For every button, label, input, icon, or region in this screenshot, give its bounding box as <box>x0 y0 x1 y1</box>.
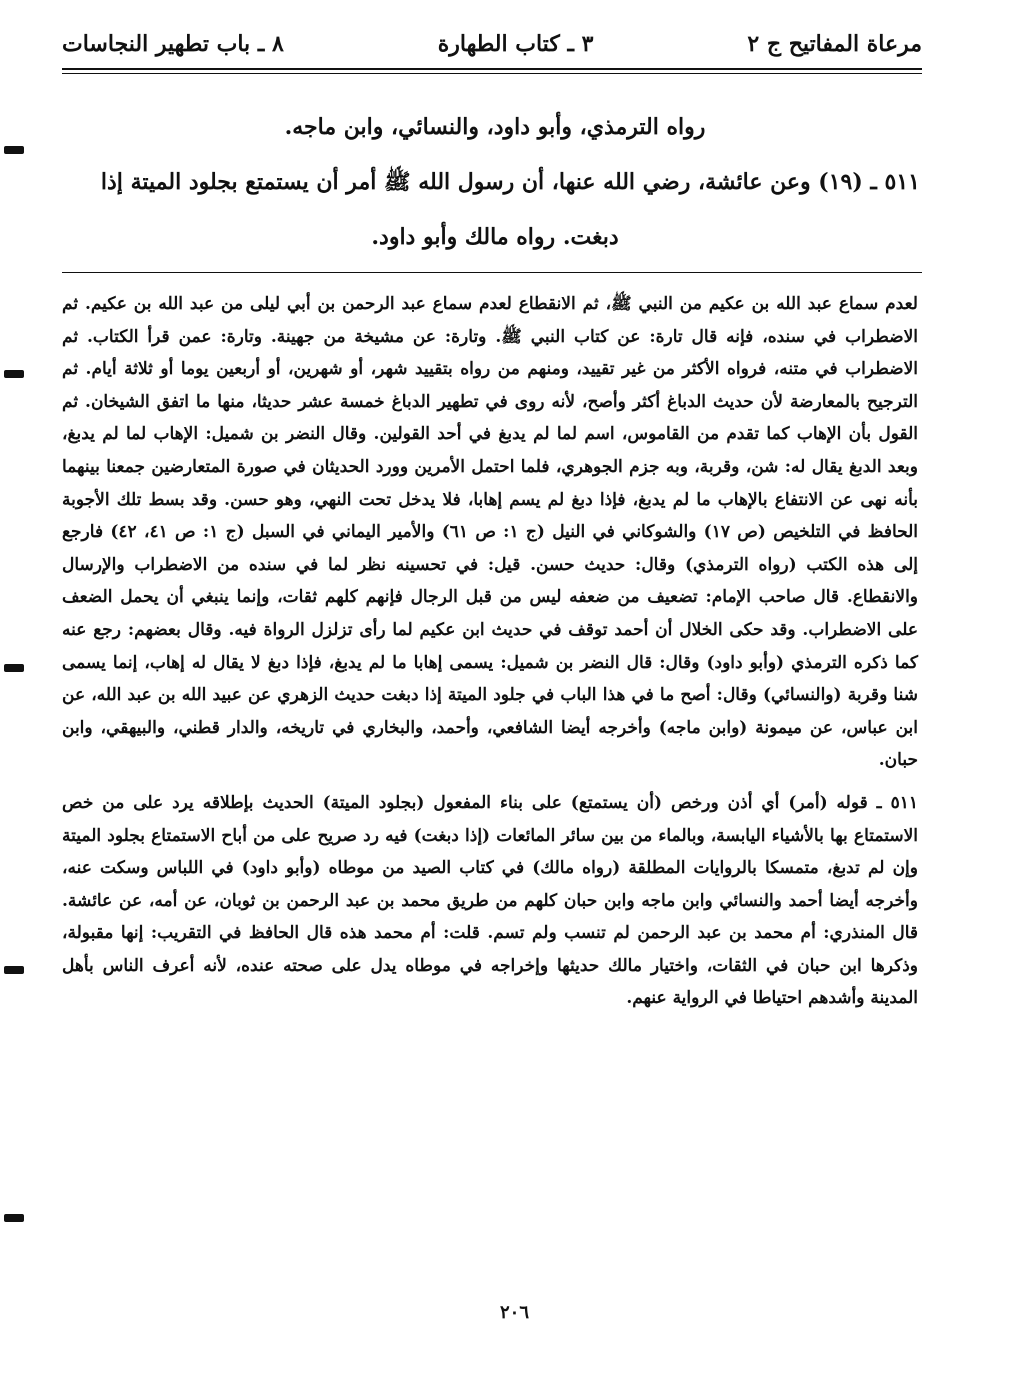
margin-scan-mark <box>4 370 24 378</box>
header-section: ٨ ـ باب تطهير النجاسات <box>62 31 284 57</box>
margin-scan-mark <box>4 146 24 154</box>
footnote-separator <box>62 272 922 273</box>
margin-scan-mark <box>4 966 24 974</box>
hadith-text-line-1: ٥١١ ـ (١٩) وعن عائشة، رضي الله عنها، أن رسول الله ﷺ أمر أن يستمتع بجلود الميتة إذا <box>100 169 920 195</box>
margin-scan-mark <box>4 1214 24 1222</box>
header-book-title: مرعاة المفاتيح ج ٢ <box>747 31 922 57</box>
page-number: ٢٠٦ <box>499 1302 529 1323</box>
header-rule <box>62 68 922 74</box>
commentary-paragraph-2: ٥١١ ـ قوله (أمر) أي أذن ورخص (أن يستمتع) على بناء المفعول (بجلود الميتة) الحديث بإطلاقه يرد على من خص الاستمتاع بها بالأشياء اليابسة، وبالماء من بين سائر المائعات (إذا دبغت) فيه رد صريح على من أباح الاستمتاع بجلود الميتة وإن لم تدبغ، متمسكا بالروايات المطلقة (رواه مالك) في كتاب الصيد من موطاه (وأبو داود) في اللباس وسكت عنه، وأخرجه أيضا أحمد والنسائي وابن ماجه وابن حبان كلهم من طريق محمد بن عبد الرحمن بن ثوبان، عن أمه، عن عائشة. قال المنذري: أم محمد بن عبد الرحمن لم تنسب ولم تسم. قلت: أم محمد هذه قال الحافظ في التقريب: إنها مقبولة، وذكرها ابن حبان في الثقات، واختيار مالك حديثها وإخراجه في موطاه يدل على صحته عنده، لأنه أعرف الناس بأهل المدينة وأشدهم احتياطا في الرواية عنهم. <box>62 792 918 1009</box>
running-header <box>62 24 922 64</box>
previous-hadith-reference: رواه الترمذي، وأبو داود، والنسائي، وابن ماجه. <box>284 114 706 140</box>
margin-scan-mark <box>4 664 24 672</box>
header-chapter: ٣ ـ كتاب الطهارة <box>437 31 594 57</box>
commentary-paragraph-1: لعدم سماع عبد الله بن عكيم من النبي ﷺ، ثم الانقطاع لعدم سماع عبد الرحمن بن أبي ليلى من عبد الله بن عكيم. ثم الاضطراب في سنده، فإنه قال تارة: عن كتاب النبي ﷺ. وتارة: عن مشيخة من جهينة. وتارة: عمن قرأ الكتاب. ثم الاضطراب في متنه، فرواه الأكثر من غير تقييد، ومنهم من رواه بتقييد شهر، أو شهرين، أو أربعين يوما أو ثلاثة أيام. ثم الترجيح بالمعارضة لأن حديث الدباغ أكثر وأصح، لأنه روى في تطهير الدباغ خمسة عشر حديثا، منها ما اتفق الشيخان. ثم القول بأن الإهاب كما تقدم من القاموس، اسم لما لم يدبغ في أحد القولين. وقال النضر بن شميل: الإهاب لما لم يدبغ، وبعد الدبغ يقال له: شن، وقربة، وبه جزم الجوهري، فلما احتمل الأمرين وورد الحديثان في صورة المتعارضين جمعنا بينهما بأنه نهى عن الانتفاع بالإهاب ما لم يدبغ، فإذا دبغ لم يسم إهابا، فلا يدخل تحت النهي، وهو حسن. وقد بسط تلك الأجوبة الحافظ في التلخيص (ص ١٧) والشوكاني في النيل (ج ١: ص ٦١) والأمير اليماني في السبل (ج ١: ص ٤١، ٤٢) فارجع إلى هذه الكتب (رواه الترمذي) وقال: حديث حسن. قيل: في تحسينه نظر لما في سنده من الاضطراب والإرسال والانقطاع. قال صاحب الإمام: تضعيف من ضعفه ليس من قبل الرجال فإنهم كلهم ثقات، وإنما ينبغي أن يحمل الضعف على الاضطراب. وقد حكى الخلال أن أحمد توقف في حديث ابن عكيم لما رأى تزلزل الرواة فيه. وقال بعضهم: رجع عنه كما ذكره الترمذي (وأبو داود) وقال: قال النضر بن شميل: يسمى إهابا ما لم يدبغ، فإذا دبغ لا يقال له إهاب، إنما يسمى شنا وقربة (والنسائي) وقال: أصح ما في هذا الباب في جلود الميتة إذا دبغت حديث الزهري عن عبيد الله بن عبد الله، عن ابن عباس، عن ميمونة (وابن ماجه) وأخرجه أيضا الشافعي، وأحمد، والبخاري في تاريخه، والدار قطني، والبيهقي، وابن حبان. <box>62 294 919 771</box>
hadith-text-line-2: دبغت. رواه مالك وأبو داود. <box>371 224 619 250</box>
commentary-block <box>62 288 918 1015</box>
